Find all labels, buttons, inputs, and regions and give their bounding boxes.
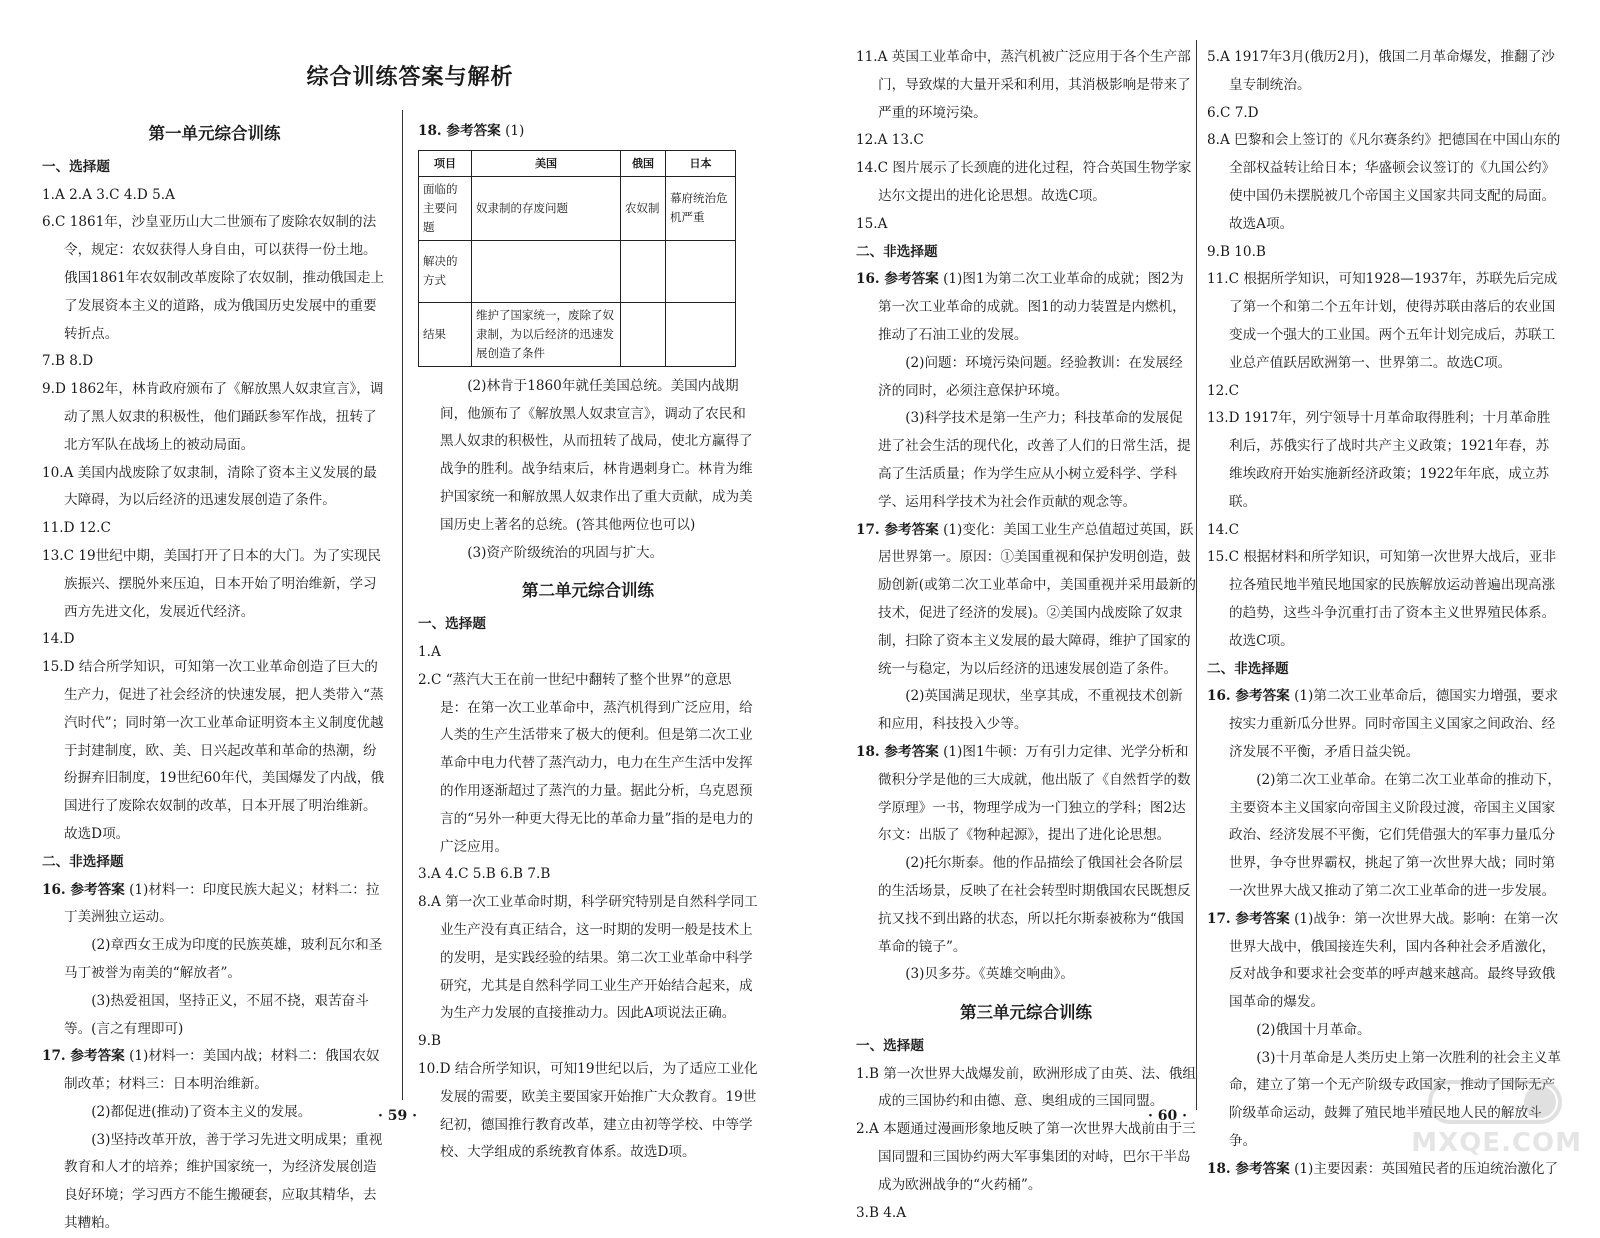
answer-line: 2.A 本题通过漫画形象地反映了第一次世界大战前由于三国同盟和三国协约两大军事集团的对峙，巴尔干半岛成为欧洲战争的“火药桶”。: [856, 1121, 1196, 1193]
q18-line: (2)林肯于1860年就任美国总统。美国内战期间，他颁布了《解放黑人奴隶宣言》，调动了农民和黑人奴隶的积极性，从而扭转了战局，使北方赢得了战争的胜利。战争结束后，林肯遇刺身亡。林肯为维护国家统一和解放黑人奴隶作出了重大贡献，成为美国历史上著名的总统。(答其他两位也可以): [440, 377, 753, 533]
answer-line: 10.A 美国内战废除了奴隶制，清除了资本主义发展的最大障碍，为以后经济的迅速发展创造了条件。: [42, 464, 377, 509]
q16-line: (2)章西女王成为印度的民族英雄，玻利瓦尔和圣马丁被誉为南美的“解放者”。: [64, 937, 383, 981]
column-divider-left: [402, 110, 403, 1100]
page-number-right: · 60 ·: [1148, 1108, 1187, 1124]
q16-line: (3)热爱祖国，坚持正义，不屈不挠，艰苦奋斗等。(言之有理即可): [64, 992, 369, 1037]
table-cell: [666, 302, 736, 366]
answer-line: 1.A: [418, 643, 441, 660]
answer-line: 12.A 13.C: [856, 132, 924, 149]
page-number-left: · 59 ·: [378, 1108, 417, 1124]
q16-head: 16. 参考答案: [1207, 688, 1290, 705]
column-4: [1207, 44, 1562, 1184]
watermark-text: MXQE.COM: [1411, 1128, 1582, 1158]
q17-line: (3)坚持改革开放，善于学习先进文明成果；重视教育和人才的培养；维护国家统一，为经济发展创造良好环境；学习西方不能生搬硬套，应取其精华，去其糟粕。: [64, 1131, 383, 1232]
table-cell: 面临的主要问题: [419, 176, 472, 240]
q17-head: 17. 参考答案: [856, 521, 939, 538]
q17-line: (2)英国满足现状，坐享其成，不重视技术创新和应用，科技投入少等。: [878, 688, 1183, 733]
answer-line: 10.D 结合所学知识，可知19世纪以后，为了适应工业化发展的需要，欧美主要国家开始推广大众教育。19世纪初，德国推行教育改革，建立由初等学校、中等学校、大学组成的系统教育体系。故选D项。: [418, 1060, 758, 1161]
q17-line: (3)十月革命是人类历史上第一次胜利的社会主义革命，建立了第一个无产阶级专政国家，推动了国际无产阶级革命运动，鼓舞了殖民地半殖民地人民的解放斗争。: [1229, 1049, 1561, 1150]
answer-line: 14.C 图片展示了长颈鹿的进化过程，符合英国生物学家达尔文提出的进化论思想。故选C项。: [856, 160, 1192, 204]
q16-line: (1)第二次工业革命后，德国实力增强，要求按实力重新瓜分世界。同时帝国主义国家之间政治、经济发展不平衡，矛盾日益尖锐。: [1229, 688, 1559, 760]
answer-line: 8.A 第一次工业革命时期，科学研究特别是自然科学同工业生产没有真正结合，这一时期的发明一般是技术上的发明，是实践经验的结果。第二次工业革命中科学研究，尤其是自然科学同工业生产开始结合起来，成为生产力发展的直接推动力。因此A项说法正确。: [418, 894, 758, 1022]
answer-line: 8.A 巴黎和会上签订的《凡尔赛条约》把德国在中国山东的全部权益转让给日本；华盛顿会议签订的《九国公约》使中国仍未摆脱被几个帝国主义国家共同支配的局面。故选A项。: [1207, 132, 1561, 232]
unit3-title: 第三单元综合训练: [960, 1003, 1092, 1023]
q17-head: 17. 参考答案: [42, 1048, 125, 1065]
table-header: 俄国: [621, 150, 666, 176]
q17-line: (2)俄国十月革命。: [1256, 1021, 1371, 1038]
table-row: [419, 240, 736, 302]
q17-line: (2)都促进(推动)了资本主义的发展。: [91, 1103, 312, 1120]
answer-line: 9.B 10.B: [1207, 243, 1266, 260]
q16-line: (1)材料一：印度民族大起义；材料二：拉丁美洲独立运动。: [64, 881, 380, 926]
table-cell: 解决的方式: [419, 240, 472, 302]
unit2-nonchoice-heading: 二、非选择题: [856, 243, 938, 260]
watermark-logo-icon: [1390, 1078, 1590, 1128]
q18-head: 18. 参考答案: [1207, 1160, 1290, 1177]
answer-line: 9.D 1862年，林肯政府颁布了《解放黑人奴隶宣言》，调动了黑人奴隶的积极性，他们踊跃参军作战，扭转了北方军队在战场上的被动局面。: [42, 381, 384, 453]
answer-line: 15.D 结合所学知识，可知第一次工业革命创造了巨大的生产力，促进了社会经济的快速发展，把人类带入“蒸汽时代”；同时第一次工业革命证明资本主义制度优越于封建制度，欧、美、日兴起改革和革命的热潮，纷纷摒弃旧制度，19世纪60年代，美国爆发了内战，俄国进行了废除农奴制的改革，日本开展了明治维新。故选D项。: [42, 659, 385, 842]
answer-table: [418, 150, 736, 367]
answer-line: 13.C 19世纪中期，美国打开了日本的大门。为了实现民族振兴、摆脱外来压迫，日本开始了明治维新，学习西方先进文化，发展近代经济。: [42, 547, 382, 620]
answer-line: 1.A 2.A 3.C 4.D 5.A: [42, 186, 175, 203]
answer-line: 14.C: [1207, 521, 1240, 538]
column-2: 18. 参考答案 (1) 项目 美国 俄国 日本 面临的主要问题 奴隶制的存废问题 农奴制 幕府统治危机严重 解决的方式 结果 维护了国家统一，废除了奴隶制，为以后经济的迅速发展创造了条件 (2)林肯于1860年就任美国总统。美国内战期间，他颁布了《解放黑人奴隶宣言》，调动了农民和黑人奴隶的积极性，从而扭转了战局，使北方赢得了战争的胜利。战争结束后，林肯遇刺身亡。林肯为维护国家统一和解放黑人奴隶作出了重大贡献，成为美国历史上著名的总统。(答其他两位也可以) (3)资产阶级统治的巩固与扩大。 第二单元综合训练 一、选择题 1.A 2.C “蒸汽大王在前一世纪中翻转了整个世界”的意思是：在第一次工业革命中，蒸汽机得到广泛应用，给人类的生产生活带来了极大的便利。但是第二次工业革命中电力代替了蒸汽动力，电力在生产生活中发挥的作用逐渐超过了蒸汽的力量。据此分析，乌克恩预言的“另外一种更大得无比的革命力量”指的是电力的广泛应用。 3.A 4.C 5.B 6.B 7.B 8.A 第一次工业革命时期，科学研究特别是自然科学同工业生产没有真正结合，这一时期的发明一般是技术上的发明，是实践经验的结果。第二次工业革命中科学研究，尤其是自然科学同工业生产开始结合起来，成为生产力发展的直接推动力。因此A项说法正确。 9.B 10.D 结合所学知识，可知19世纪以后，为了适应工业化发展的需要，欧美主要国家开始推广大众教育。19世纪初，德国推行教育改革，建立由初等学校、中等学校、大学组成的系统教育体系。故选D项。: [418, 118, 758, 1167]
answer-line: 6.C 7.D: [1207, 104, 1259, 121]
column-1: [42, 58, 387, 1238]
answer-line: 11.C 根据所学知识，可知1928—1937年，苏联先后完成了第一个和第二个五年计划，使得苏联由落后的农业国变成一个强大的工业国。两个五年计划完成后，苏联工业总产值跃居欧洲第一、世界第二。故选C项。: [1207, 271, 1558, 371]
q18-line: (1)主要因素：英国殖民者的压迫统治激化了: [1294, 1160, 1559, 1177]
q16-line: (2)第二次工业革命。在第二次工业革命的推动下，主要资本主义国家向帝国主义阶段过渡，帝国主义国家政治、经济发展不平衡，它们凭借强大的军事力量瓜分世界，争夺世界霸权，挑起了第一次世界大战；同时第一次世界大战又推动了第二次工业革命的进一步发展。: [1229, 771, 1561, 899]
unit1-nonchoice-heading: 二、非选择题: [42, 853, 124, 870]
answer-line: 15.C 根据材料和所学知识，可知第一次世界大战后，亚非拉各殖民地半殖民地国家的民族解放运动普遍出现高涨的趋势，这些斗争沉重打击了资本主义世界殖民体系。故选C项。: [1207, 549, 1556, 649]
table-cell: 维护了国家统一，废除了奴隶制，为以后经济的迅速发展创造了条件: [472, 302, 621, 366]
answer-line: 7.B 8.D: [42, 353, 94, 370]
q16-line: (2)问题：环境污染问题。经验教训：在发展经济的同时，必须注意保护环境。: [878, 354, 1183, 399]
q17-line: (1)变化：美国工业生产总值超过英国，跃居世界第一。原因：①美国重视和保护发明创造，鼓励创新(或第二次工业革命中，美国重视并采用最新的技术，促进了经济的发展)。②美国内战废除了奴隶制，扫除了资本主义发展的最大障碍，维护了国家的统一与稳定，为以后经济的迅速发展创造了条件。: [878, 521, 1196, 677]
q18-line: (1)图1牛顿：万有引力定律、光学分析和微积分学是他的三大成就，他出版了《自然哲学的数学原理》一书，物理学成为一门独立的学科；图2达尔文：出版了《物种起源》，提出了进化论思想。: [878, 743, 1191, 844]
unit1-title: 第一单元综合训练: [148, 124, 281, 143]
answer-line: 11.D 12.C: [42, 520, 111, 537]
unit1-choice-heading: 一、选择题: [42, 158, 110, 175]
table-cell: 幕府统治危机严重: [666, 176, 736, 240]
answer-line: 3.B 4.A: [856, 1204, 907, 1221]
q18-line: (3)资产阶级统治的巩固与扩大。: [467, 544, 664, 561]
answer-line: 3.A 4.C 5.B 6.B 7.B: [418, 866, 551, 883]
q18-head: 18. 参考答案: [856, 743, 939, 760]
page-title: 综合训练答案与解析: [306, 64, 514, 90]
answer-line: 11.A 英国工业革命中，蒸汽机被广泛应用于各个生产部门，导致煤的大量开采和利用，其消极影响是带来了严重的环境污染。: [856, 49, 1191, 121]
q18-line: (3)贝多芬。《英雄交响曲》。: [905, 966, 1074, 983]
column-divider-right: [1196, 40, 1197, 1110]
table-cell: [621, 302, 666, 366]
table-row: [419, 302, 736, 366]
table-header: 日本: [666, 150, 736, 176]
table-header: 项目: [419, 150, 472, 176]
answer-line: 5.A 1917年3月(俄历2月)，俄国二月革命爆发，推翻了沙皇专制统治。: [1207, 49, 1555, 93]
table-row: [419, 176, 736, 240]
answer-line: 15.A: [856, 215, 888, 232]
q16-line: (3)科学技术是第一生产力；科技革命的发展促进了社会生活的现代化，改善了人们的日常生活，提高了生活质量；作为学生应从小树立爱科学、学科学、运用科学技术为社会作贡献的观念等。: [878, 410, 1191, 510]
table-cell: 农奴制: [621, 176, 666, 240]
answer-line: 1.B 第一次世界大战爆发前，欧洲形成了由英、法、俄组成的三国协约和由德、意、奥组成的三国同盟。: [856, 1065, 1196, 1110]
unit2-choice-heading: 一、选择题: [418, 616, 486, 633]
table-cell: 结果: [419, 302, 472, 366]
q17-line: (1)战争：第一次世界大战。影响：在第一次世界大战中，俄国接连失利，国内各种社会矛盾激化，反对战争和要求社会变革的呼声越来越高。最终导致俄国革命的爆发。: [1229, 910, 1559, 1011]
q16-head: 16. 参考答案: [856, 271, 939, 288]
answer-line: 12.C: [1207, 382, 1240, 399]
q17-head: 17. 参考答案: [1207, 910, 1290, 927]
watermark: [1390, 1078, 1590, 1164]
answer-line: 14.D: [42, 631, 75, 648]
q17-line: (1)材料一：美国内战；材料二：俄国农奴制改革；材料三：日本明治维新。: [64, 1048, 380, 1093]
table-cell: [621, 240, 666, 302]
q16-head: 16. 参考答案: [42, 881, 125, 898]
column-3: [856, 44, 1196, 1227]
table-cell: [666, 240, 736, 302]
q18-head: 18. 参考答案: [418, 123, 501, 139]
unit2-title: 第二单元综合训练: [522, 581, 654, 601]
answer-line: 2.C “蒸汽大王在前一世纪中翻转了整个世界”的意思是：在第一次工业革命中，蒸汽机得到广泛应用，给人类的生产生活带来了极大的便利。但是第二次工业革命中电力代替了蒸汽动力，电力在生产生活中发挥的作用逐渐超过了蒸汽的力量。据此分析，乌克恩预言的“另外一种更大得无比的革命力量”指的是电力的广泛应用。: [418, 671, 753, 855]
q18-line: (2)托尔斯泰。他的作品描绘了俄国社会各阶层的生活场景，反映了在社会转型时期俄国农民既想反抗又找不到出路的状态，所以托尔斯泰被称为“俄国革命的镜子”。: [878, 855, 1191, 955]
answer-line: 6.C 1861年，沙皇亚历山大二世颁布了废除农奴制的法令，规定：农奴获得人身自由，可以获得一份土地。俄国1861年农奴制改革废除了农奴制，推动俄国走上了发展资本主义的道路，成为俄国历史发展中的重要转折点。: [42, 214, 385, 342]
table-cell: 奴隶制的存废问题: [472, 176, 621, 240]
answer-line: 13.D 1917年，列宁领导十月革命取得胜利；十月革命胜利后，苏俄实行了战时共产主义政策；1921年春，苏维埃政府开始实施新经济政策；1922年年底，成立苏联。: [1207, 410, 1551, 510]
unit3-nonchoice-heading: 二、非选择题: [1207, 660, 1289, 677]
table-header: 美国: [472, 150, 621, 176]
unit3-choice-heading: 一、选择题: [856, 1037, 924, 1054]
q16-line: (1)图1为第二次工业革命的成就；图2为第一次工业革命的成就。图1的动力装置是内燃机，推动了石油工业的发展。: [878, 271, 1186, 343]
table-cell: [472, 240, 621, 302]
answer-line: 9.B: [418, 1033, 441, 1050]
